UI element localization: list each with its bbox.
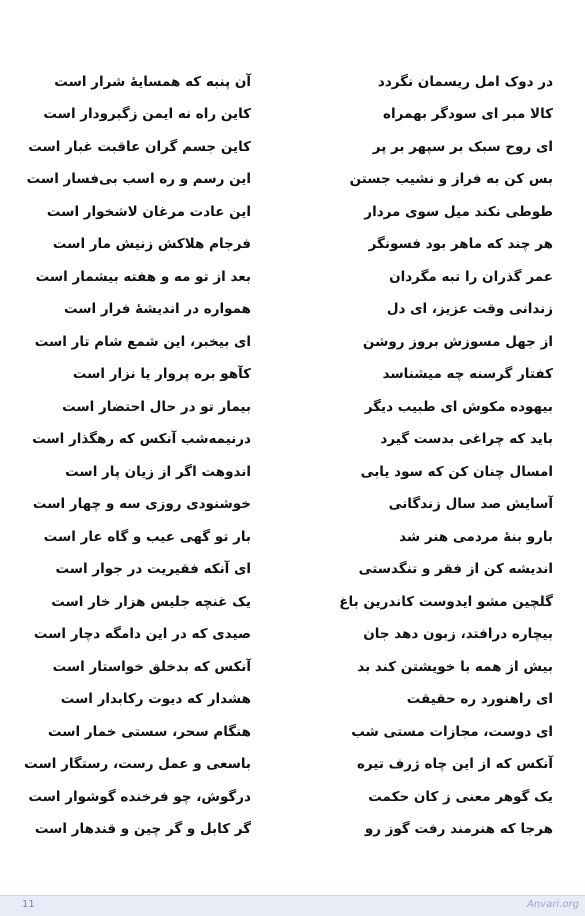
verse-second-hemistich: درنیمه‌شب آنکس که رهگذار است bbox=[32, 431, 251, 447]
verse-first-hemistich: عمر گذران را تبه مگردان bbox=[389, 268, 553, 285]
verse-first-hemistich: ای دوست، مجازات مستی شب bbox=[351, 723, 553, 740]
poem-verse bbox=[20, 619, 565, 652]
verse-second-hemistich: باسعی و عمل رست، رستگار است bbox=[24, 756, 251, 772]
verse-second-hemistich: ای بیخبر، این شمع شام تار است bbox=[34, 333, 251, 350]
verse-first-hemistich: کفتار گرسنه چه میشناسد bbox=[382, 366, 553, 382]
poem-verse bbox=[20, 749, 565, 782]
verse-second-hemistich: آن پنبه که همسایهٔ شرار است bbox=[54, 73, 251, 90]
poem-verse bbox=[20, 586, 565, 619]
verse-first-hemistich: امسال چنان کن که سود یابی bbox=[360, 463, 553, 480]
page-number: 11 bbox=[22, 899, 35, 910]
verse-second-hemistich: این عادت مرغان لاشخوار است bbox=[46, 203, 251, 220]
poem-verse bbox=[20, 521, 565, 554]
verse-second-hemistich: ای آنکه فقیریت در جوار است bbox=[55, 561, 251, 577]
poem-verse bbox=[20, 554, 565, 587]
poem-verse bbox=[20, 294, 565, 327]
verse-second-hemistich: خوشنودی روزی سه و چهار است bbox=[32, 496, 251, 512]
verse-first-hemistich: ای روح سبک بر سپهر بر پر bbox=[372, 138, 553, 155]
verse-second-hemistich: کآهو بره پروار یا نزار است bbox=[72, 366, 251, 382]
verse-first-hemistich: ای راهنورد ره حقیقت bbox=[406, 691, 553, 707]
verse-first-hemistich: بس کن به فراز و نشیب جستن bbox=[349, 171, 553, 187]
watermark: Anvari.org bbox=[527, 899, 579, 910]
verse-second-hemistich: یک غنچه جلیس هزار خار است bbox=[51, 593, 251, 610]
verse-first-hemistich: یک گوهر معنی ز کان حکمت bbox=[368, 788, 553, 805]
verse-first-hemistich: اندیشه کن از فقر و تنگدستی bbox=[358, 561, 553, 577]
footer-bar bbox=[0, 895, 585, 916]
verse-second-hemistich: همواره در اندیشهٔ فرار است bbox=[63, 301, 251, 317]
verse-first-hemistich: هر چند که ماهر بود فسونگر bbox=[368, 236, 553, 252]
poem-verse bbox=[20, 99, 565, 132]
verse-first-hemistich: بارو بنهٔ مردمی هنر شد bbox=[399, 528, 553, 545]
verse-first-hemistich: طوطی نکند میل سوی مردار bbox=[364, 203, 553, 220]
verse-first-hemistich: آسایش صد سال زندگانی bbox=[388, 496, 553, 512]
poem-verse bbox=[20, 456, 565, 489]
poem-verse bbox=[20, 391, 565, 424]
poem-verse bbox=[20, 66, 565, 99]
verse-first-hemistich: بیهوده مکوش ای طبیب دیگر bbox=[364, 398, 553, 415]
verse-first-hemistich: کالا مبر ای سودگر بهمراه bbox=[383, 106, 553, 122]
verse-second-hemistich: اندوهت اگر از زیان پار است bbox=[65, 463, 251, 480]
poem-verse bbox=[20, 424, 565, 457]
poem-verse bbox=[20, 651, 565, 684]
verse-second-hemistich: گر کابل و گر چین و قندهار است bbox=[34, 821, 251, 837]
verse-first-hemistich: در دوک امل ریسمان نگردد bbox=[377, 73, 553, 90]
poem-verse bbox=[20, 781, 565, 814]
poem-body bbox=[20, 66, 565, 846]
verse-second-hemistich: صیدی که در این دامگه دچار است bbox=[33, 626, 251, 642]
poem-verse bbox=[20, 716, 565, 749]
verse-first-hemistich: بیش از همه با خویشتن کند بد bbox=[357, 658, 553, 675]
verse-second-hemistich: فرجام هلاکش زنیش مار است bbox=[52, 236, 251, 252]
verse-second-hemistich: درگوش، چو فرخنده گوشوار است bbox=[28, 788, 251, 805]
verse-second-hemistich: کاین جسم گران عاقبت غبار است bbox=[28, 138, 251, 155]
verse-first-hemistich: بیچاره درافتد، زبون دهد جان bbox=[363, 626, 553, 642]
poem-verse bbox=[20, 326, 565, 359]
verse-first-hemistich: زندانی وقت عزیز، ای دل bbox=[386, 301, 553, 317]
verse-first-hemistich: باید که چراغی بدست گیرد bbox=[380, 431, 553, 447]
poem-verse bbox=[20, 229, 565, 262]
verse-first-hemistich: هرجا که هنرمند رفت گوز رو bbox=[364, 821, 553, 837]
verse-second-hemistich: هنگام سحر، سستی خمار است bbox=[47, 723, 251, 740]
verse-second-hemistich: این رسم و ره اسب بی‌فسار است bbox=[26, 171, 251, 187]
verse-first-hemistich: آنکس که از این چاه ژرف تیره bbox=[356, 756, 553, 772]
poem-verse bbox=[20, 359, 565, 392]
verse-second-hemistich: بار تو گهی عیب و گاه عار است bbox=[43, 528, 251, 545]
poem-verse bbox=[20, 684, 565, 717]
poem-verse bbox=[20, 814, 565, 847]
verse-first-hemistich: گلچین مشو ایدوست کاندرین باغ bbox=[339, 593, 553, 610]
poem-verse bbox=[20, 131, 565, 164]
verse-second-hemistich: کاین راه نه ایمن زگبرودار است bbox=[43, 106, 251, 122]
verse-second-hemistich: آنکس که بدخلق خواستار است bbox=[52, 658, 251, 675]
poem-verse bbox=[20, 196, 565, 229]
poem-verse bbox=[20, 261, 565, 294]
poem-verse bbox=[20, 164, 565, 197]
verse-second-hemistich: بیمار تو در حال احتضار است bbox=[62, 398, 251, 415]
poem-verse bbox=[20, 489, 565, 522]
verse-first-hemistich: از جهل مسوزش بروز روشن bbox=[362, 333, 553, 350]
verse-second-hemistich: هشدار که دیوت رکابدار است bbox=[60, 691, 251, 707]
verse-second-hemistich: بعد از تو مه و هفته بیشمار است bbox=[35, 268, 251, 285]
